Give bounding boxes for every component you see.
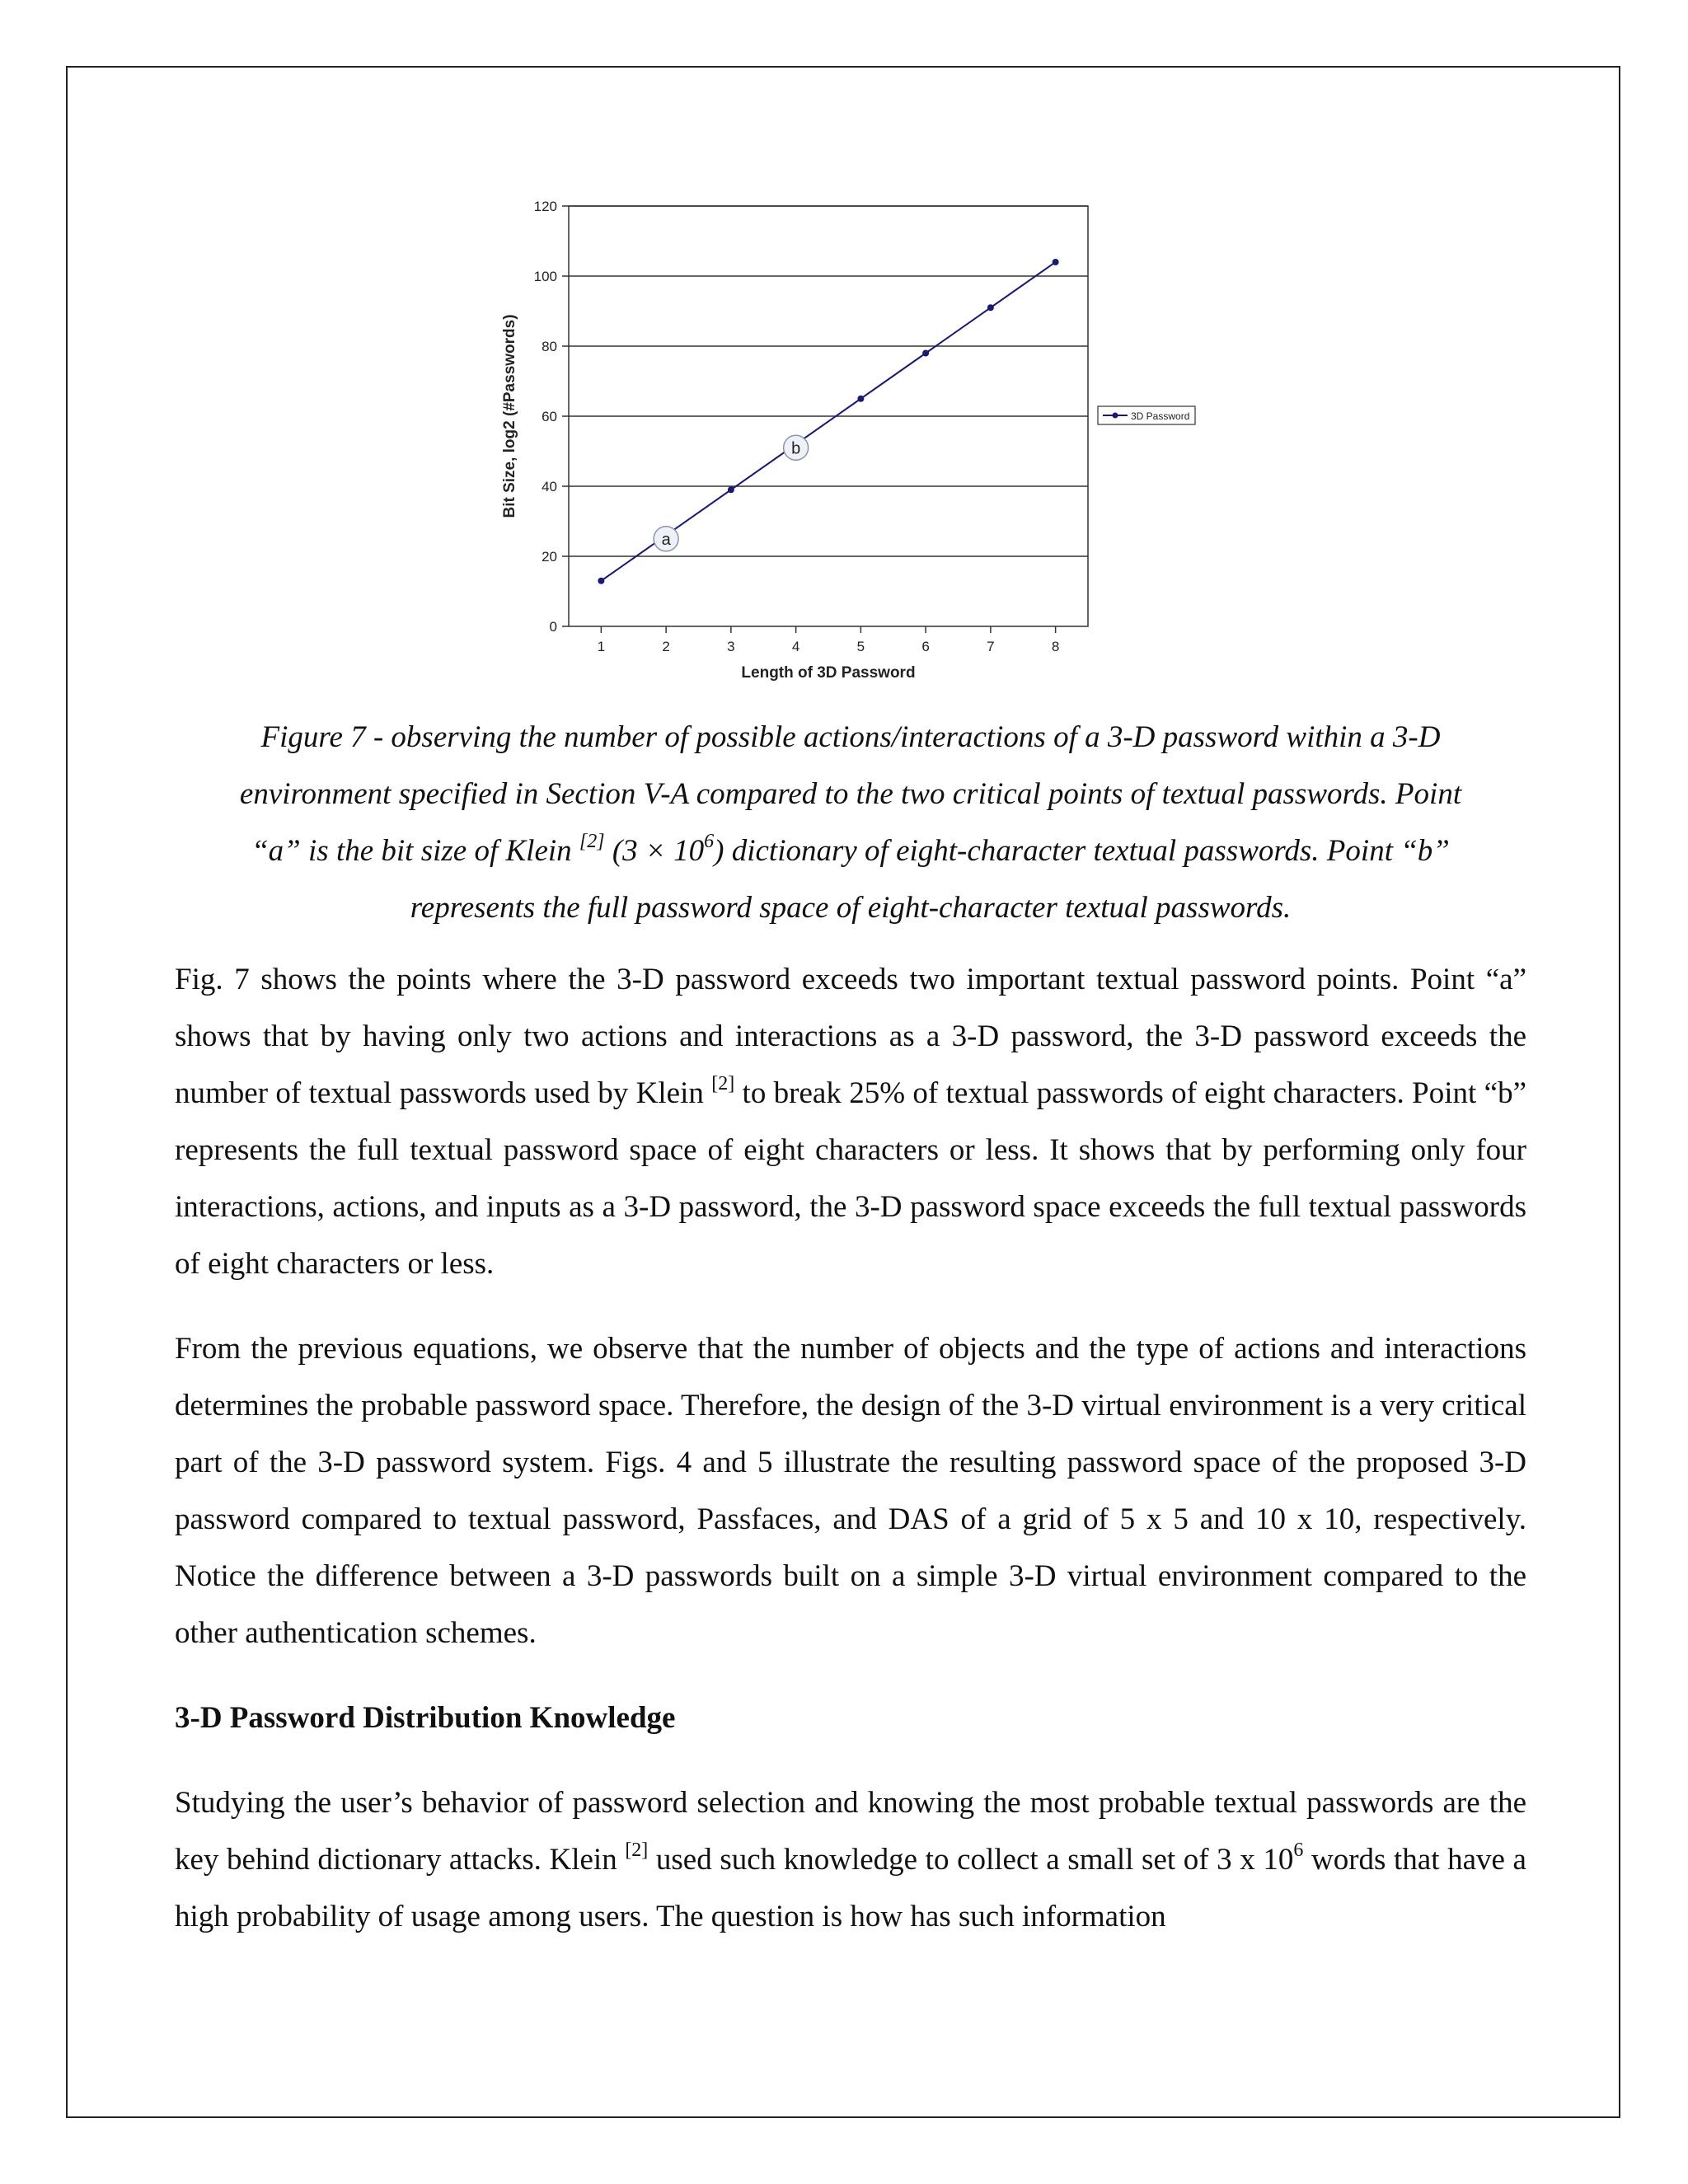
y-tick-label: 40 <box>542 479 557 494</box>
y-tick-label: 0 <box>549 619 557 635</box>
annotation-label: a <box>661 530 671 549</box>
x-tick-label: 7 <box>987 639 995 654</box>
citation-ref: [2] <box>711 1073 735 1094</box>
x-tick-label: 1 <box>597 639 606 654</box>
figure-caption <box>175 709 1526 936</box>
data-point <box>857 396 864 402</box>
y-tick-label: 80 <box>542 339 557 354</box>
x-tick-label: 4 <box>791 639 800 654</box>
y-axis-label: Bit Size, log2 (#Passwords) <box>501 314 518 518</box>
caption-line-1: Figure 7 - observing the number of possible actions/interactions of a 3-D password within a 3-D <box>260 720 1441 754</box>
data-point <box>1053 259 1059 265</box>
x-tick-label: 2 <box>662 639 670 654</box>
caption-line-3: “a” is the bit size of Klein [2] $(3 \times 10^6)$ dictionary of eight-character textual passwords. Point “b” <box>251 831 1450 868</box>
x-axis-label: Length of 3D Password <box>741 664 916 682</box>
x-tick-label: 6 <box>921 639 930 654</box>
caption-line-4: represents the full password space of eight-character textual passwords. <box>410 891 1292 925</box>
data-point <box>728 486 734 493</box>
data-point <box>922 350 929 357</box>
x-tick-label: 8 <box>1051 639 1060 654</box>
x-tick-label: 5 <box>856 639 865 654</box>
data-point <box>598 578 604 584</box>
page-content <box>175 709 1526 1973</box>
legend-marker <box>1113 413 1118 419</box>
legend-label: 3D Password <box>1131 410 1190 422</box>
paragraph-1: Fig. 7 shows the points where the 3-D password exceeds two important textual password points. Point “a” shows that by having only two actions and interactions as a 3-D password, the 3-D password exceeds the number of textual passwords used by Klein [2] to break 25% of textual passwords of eight characters. Point “b” represents the full textual password space of eight characters or less. It shows that by performing only four interactions, actions, and inputs as a 3-D password, the 3-D password space exceeds the full textual passwords of eight characters or less. <box>175 963 1526 1281</box>
y-tick-label: 20 <box>542 549 557 565</box>
y-tick-label: 100 <box>533 269 557 284</box>
section-heading: 3-D Password Distribution Knowledge <box>175 1701 676 1735</box>
line-chart <box>486 185 1228 696</box>
x-tick-label: 3 <box>727 639 735 654</box>
citation-ref: [2] <box>625 1840 649 1861</box>
y-tick-label: 60 <box>542 409 557 424</box>
annotation-label: b <box>791 439 801 458</box>
paragraph-3: Studying the user’s behavior of password selection and knowing the most probable textual passwords are the key behind dictionary attacks. Klein [2] used such knowledge to collect a small set of 3 x $10^6$ words that have a high probability of usage among users. The question is how has such information <box>175 1786 1526 1933</box>
figure-7-chart <box>486 185 1228 696</box>
paragraph-2: From the previous equations, we observe that the number of objects and the type of actions and interactions determines the probable password space. Therefore, the design of the 3-D virtual environment is a very critical part of the 3-D password system. Figs. 4 and 5 illustrate the resulting password space of the proposed 3-D password compared to textual password, Passfaces, and DAS of a grid of 5 x 5 and 10 x 10, respectively. Notice the difference between a 3-D passwords built on a simple 3-D virtual environment compared to the other authentication schemes. <box>175 1332 1526 1650</box>
data-point <box>987 304 994 311</box>
caption-line-2: environment specified in Section V-A compared to the two critical points of textual passwords. Point <box>239 777 1462 811</box>
y-tick-label: 120 <box>533 199 557 214</box>
